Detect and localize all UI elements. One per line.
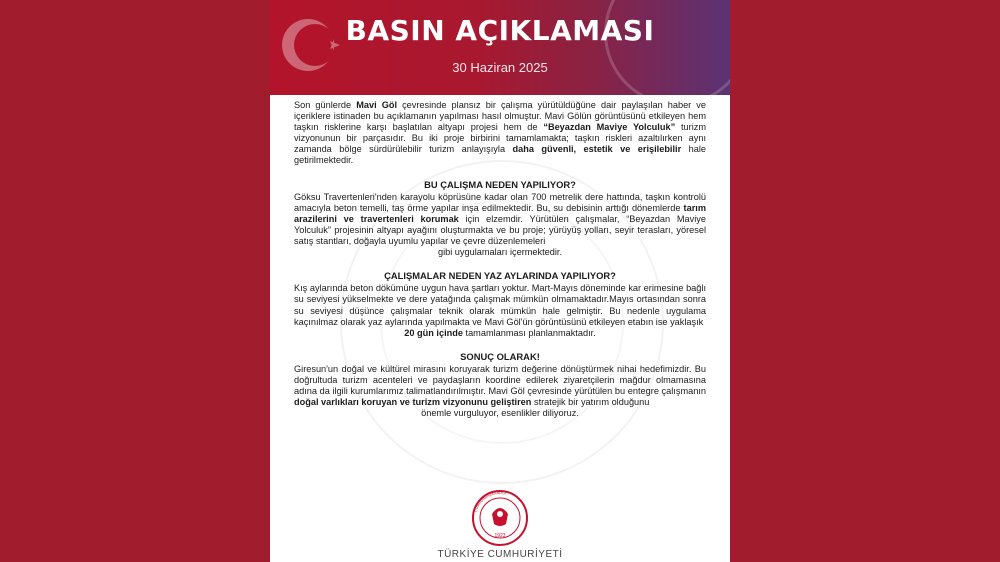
section3-text-2: stratejik bir yatırım olduğunu — [531, 397, 650, 408]
intro-text-4: hale getirilmektedir. — [294, 144, 706, 166]
left-background-panel — [0, 0, 270, 562]
section-paragraph-why — [294, 192, 706, 259]
section2-text-2: tamamlanması planlanmaktadır. — [462, 327, 596, 338]
section-heading-why: BU ÇALIŞMA NEDEN YAPILIYOR? — [424, 178, 576, 190]
emblem-ring-label: CUMHURBAŞKANLIĞI — [473, 490, 507, 513]
intro-bold-2: “Beyazdan Maviye Yolculuk” — [543, 122, 676, 133]
section3-bold-1: doğal varlıkları koruyan ve turizm vizyonunu geliştiren — [294, 397, 532, 408]
intro-text-1: Son günlerde — [294, 100, 357, 110]
presidency-emblem-icon — [462, 488, 538, 548]
section-paragraph-conclusion — [294, 364, 706, 419]
emblem-year: 1923 — [494, 533, 506, 539]
section3-text-1: Giresun'un doğal ve kültürel mirasını koruyarak turizm değerine dönüştürmek nihai hedefimizdir. Bu doğrultuda turizm acenteleri ve paydaşların koordine edilerek ziyaretçilerin mağdur olmamasına adına da ilgili kurumlarımız talimatlandırılmıştır. Mavi Göl çevresinde yürütülen bu entegre çalışmanın — [294, 363, 706, 397]
release-body — [294, 100, 706, 419]
page-title: BASIN AÇIKLAMASI — [345, 14, 655, 47]
section2-text-1: Kış aylarında beton dökümüne uygun hava şartları yoktur. Mart-Mayıs döneminde kar erimesine bağlı su seviyesi yükselmekte ve dere yatağında çalışmak mümkün olmamaktadır.Mayıs ortasından sonra su seviyesi düşünce çalışmalar teknik olarak mümkün hale gelmiştir. Bu nedenle uygulama kaçınılmaz olarak yaz aylarında yapılmakta ve Mavi Göl'ün görüntüsünü etkileyen etabın ise yaklaşık — [294, 283, 706, 327]
section1-text-2: için elzemdir. Yürütülen çalışmalar, “Beyazdan Maviye Yolculuk” projesinin altyapı ayağını oluşturmakta ve bu proje; yürüyüş yolları, seyir terasları, yöresel satış stantları, doğayla uyumlu yapılar ve çevre düzenlemeleri — [294, 213, 706, 247]
intro-paragraph — [294, 100, 706, 167]
section1-tail: gibi uygulamaları içermektedir. — [437, 247, 563, 258]
release-date: 30 Haziran 2025 — [452, 60, 548, 75]
intro-text-3: turizm vizyonunun bir parçasıdır. Bu iki proje birbirini tamamlamakta; taşkın riskleri azaltılırken aynı zamanda bölge sürdürülebilir turizm anlayışıyla — [294, 122, 707, 155]
section-heading-conclusion: SONUÇ OLARAK! — [460, 350, 540, 362]
section1-text-1: Göksu Travertenleri'nden karayolu köprüsüne kadar olan 700 metrelik dere hattında, taşkın kontrolü amacıyla beton temelli, taş örme yapılar inşa edilmektedir. Bu, su debisinin arttığı dönemlerde — [294, 191, 706, 213]
intro-bold-1: Mavi Göl — [356, 100, 398, 110]
footer-label: TÜRKİYE CUMHURİYETİ — [437, 549, 563, 560]
section2-tail — [294, 328, 706, 339]
intro-text-2: çevresinde plansız bir çalışma yürütüldüğüne dair paylaşılan haber ve içeriklere istinaden bu açıklamanın yapılması hasıl olmuştur. Mavi Gölün görüntüsünü etkileyen hem taşkın risklerine karşı başlatılan altyapı projesi hem de — [294, 100, 706, 133]
intro-bold-3: daha güvenli, estetik ve erişilebilir — [512, 144, 682, 155]
section1-bold-1: tarım arazilerini ve travertenleri korumak — [294, 202, 706, 224]
section2-bold-1: 20 gün içinde — [404, 327, 463, 338]
right-background-panel — [730, 0, 1000, 562]
section-paragraph-summer — [294, 283, 706, 338]
header-banner — [270, 0, 730, 95]
section3-tail: önemle vurguluyor, esenlikler diliyoruz. — [421, 408, 579, 419]
section-heading-summer: ÇALIŞMALAR NEDEN YAZ AYLARINDA YAPILIYOR? — [384, 270, 616, 282]
press-release-page — [270, 0, 730, 562]
